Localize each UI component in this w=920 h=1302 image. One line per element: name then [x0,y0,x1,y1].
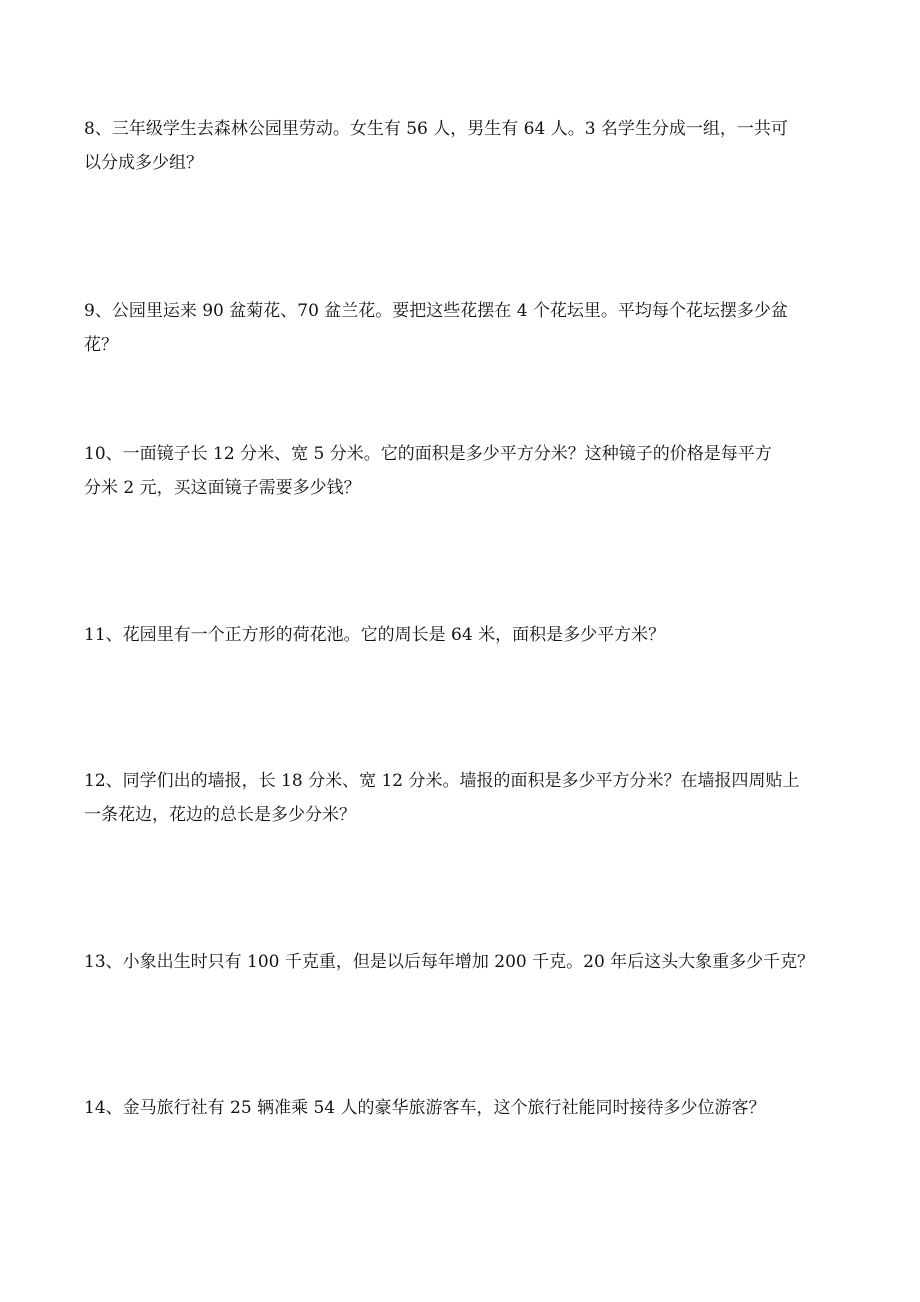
problem-line: 一条花边，花边的总长是多少分米？ [84,805,356,825]
problem-line: 花？ [84,335,118,355]
word-problem-8 [84,112,844,180]
word-problem-10 [84,437,844,505]
word-problem-14 [84,1091,844,1125]
problem-line: 8、三年级学生去森林公园里劳动。女生有 56 人，男生有 64 人。3 名学生分成一组，一共可 [84,119,788,139]
problem-line: 14、金马旅行社有 25 辆准乘 54 人的豪华旅游客车，这个旅行社能同时接待多少位游客？ [84,1098,766,1118]
problem-line: 分米 2 元，买这面镜子需要多少钱？ [84,478,361,498]
problem-line: 10、一面镜子长 12 分米、宽 5 分米。它的面积是多少平方分米？这种镜子的价格是每平方 [84,444,772,464]
problem-line: 11、花园里有一个正方形的荷花池。它的周长是 64 米，面积是多少平方米？ [84,625,666,645]
problem-line: 以分成多少组？ [84,153,203,173]
word-problem-12 [84,764,844,832]
problem-line: 12、同学们出的墙报，长 18 分米、宽 12 分米。墙报的面积是多少平方分米？在墙报四周贴上 [84,771,800,791]
word-problem-11 [84,618,844,652]
problem-line: 9、公园里运来 90 盆菊花、70 盆兰花。要把这些花摆在 4 个花坛里。平均每个花坛摆多少盆 [84,301,788,321]
word-problem-9 [84,294,844,362]
word-problem-13 [84,945,844,979]
problem-line: 13、小象出生时只有 100 千克重，但是以后每年增加 200 千克。20 年后这头大象重多少千克？ [84,952,815,972]
